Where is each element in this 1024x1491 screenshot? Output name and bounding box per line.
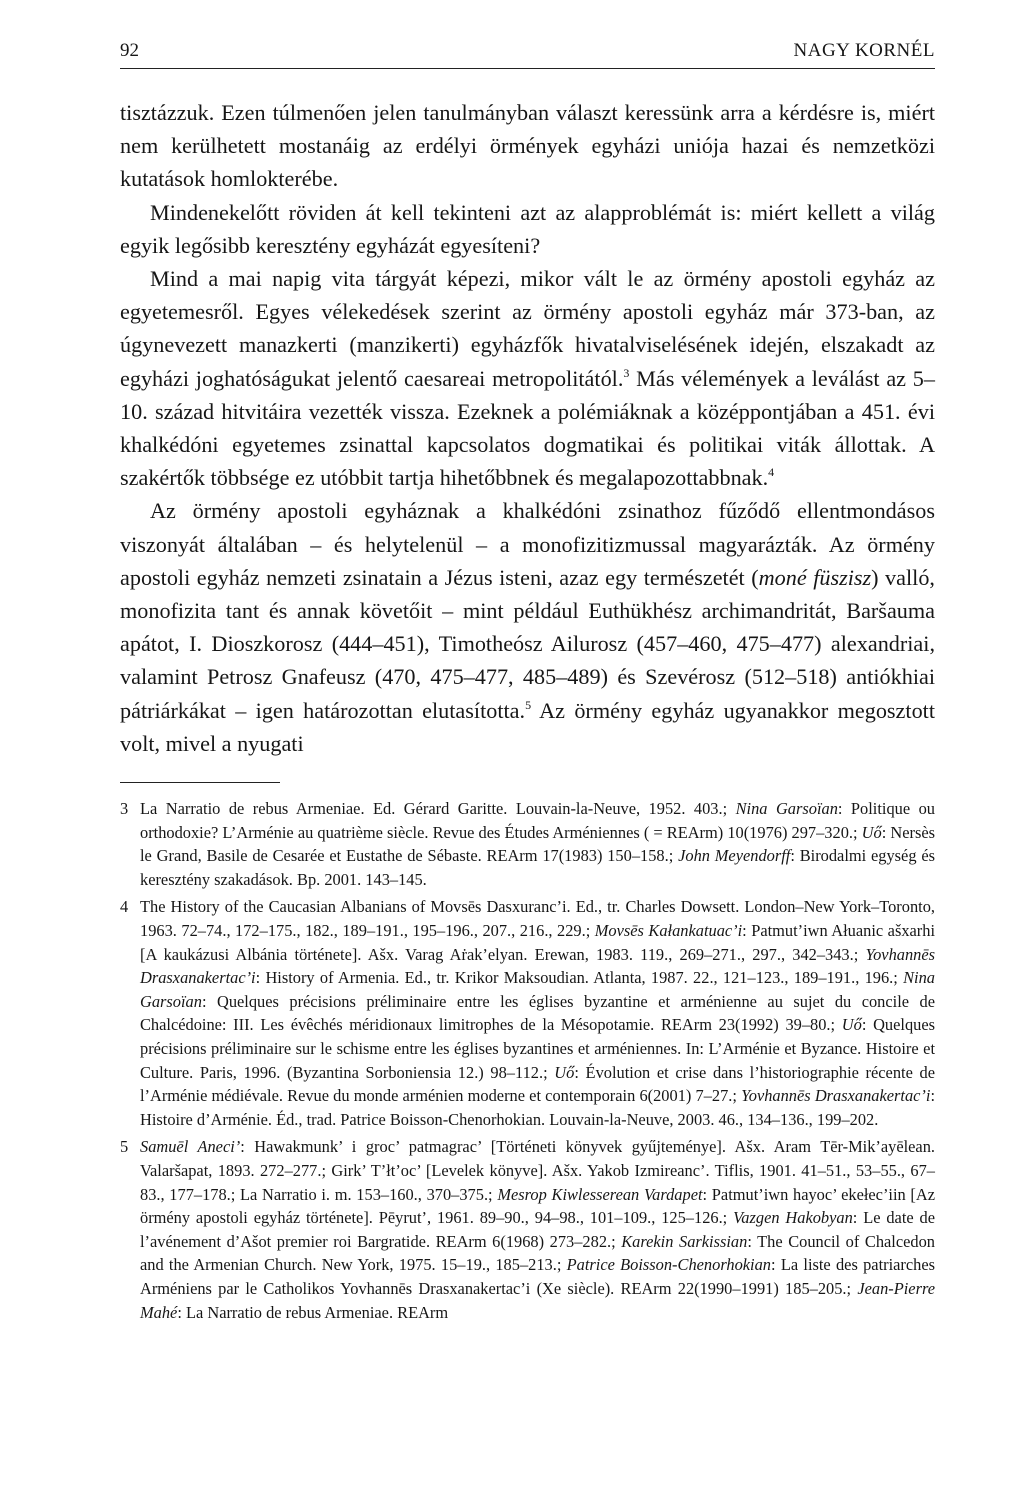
footnote-ref-3[interactable]: 3 bbox=[623, 365, 630, 380]
paragraph-1: tisztázzuk. Ezen túlmenően jelen tanulmányban választ keressünk arra a kérdésre is, miért nem kerülhetett mostanáig az erdélyi örmények egyházi uniója hazai és nemzetközi kutatások homlokterébe. bbox=[120, 100, 935, 192]
footnote-number: 4 bbox=[120, 897, 129, 917]
footnote-text: La Narratio de rebus Armeniae. Ed. Gérard Garitte. Louvain-la-Neuve, 1952. 403.; Nina Garsoïan: Politique ou orthodoxie? L’Arménie au quatrième siècle. Revue des Études Arméniennes ( = REArm) 10(1976) 297–320.; Uő: Nersès le Grand, Basile de Cesarée et Eustathe de Sébaste. REArm 17(1983) 150–158.; John Meyendorff: Birodalmi egység és keresztény szakadások. Bp. 2001. 143–145. bbox=[140, 799, 936, 889]
footnote-5 bbox=[120, 1135, 935, 1324]
running-header bbox=[120, 40, 935, 69]
main-text bbox=[120, 96, 935, 760]
paragraph-4: Az örmény apostoli egyháznak a khalkédóni zsinathoz fűződő ellentmondásos viszonyát általában – és helytelenül – a monofizitizmussal magyarázták. Az örmény apostoli egyház nemzeti zsinatain a Jézus isteni, azaz egy természetét (moné füszisz) valló, monofizita tant és annak követőit – mint például Euthükhész archimandritát, Baršauma apátot, I. Dioszkorosz (444–451), Timotheósz Ailurosz (457–460, 475–477) alexandriai, valamint Petrosz Gnafeusz (470, 475–477, 485–489) és Szevérosz (512–518) antiókhiai pátriárkákat – igen határozottan elutasította.$^5$ Az örmény egyház ugyanakkor megosztott volt, mivel a nyugati bbox=[120, 498, 935, 756]
page-number: 92 bbox=[120, 40, 139, 61]
footnote-number: 5 bbox=[120, 1137, 129, 1157]
footnotes bbox=[120, 797, 935, 1324]
footnote-text: Samuēl Aneci’: Hawakmunk’ i groc’ patmagrac’ [Történeti könyvek gyűjteménye]. Ašx. Aram Tēr-Mik’ayēlean. Valaršapat, 1893. 272–277.; Girk’ T’łt’oc’ [Levelek könyve]. Ašx. Yakob Izmireanc’. Tiflis, 1901. 41–51., 53–55., 67–83., 177–178.; La Narratio i. m. 153–160., 370–375.; Mesrop Kiwlesserean Vardapet: Patmut’iwn hayoc’ ekełec’iin [Az örmény apostoli egyház története]. Pēyrut’, 1961. 89–90., 94–98., 101–109., 125–126.; Vazgen Hakobyan: Le date de l’avénement d’Ašot premier roi Bargratide. REArm 6(1968) 273–282.; Karekin Sarkissian: The Council of Chalcedon and the Armenian Church. New York, 1975. 15–19., 185–213.; Patrice Boisson-Chenorhokian: La liste des patriarches Arméniens par le Catholikos Yovhannēs Drasxanakertac’i (Xe siècle). REArm 22(1990–1991) 185–205.; Jean-Pierre Mahé: La Narratio de rebus Armeniae. REArm bbox=[140, 1137, 936, 1322]
footnote-separator bbox=[120, 782, 280, 783]
footnote-ref-5[interactable]: 5 bbox=[525, 697, 532, 712]
footnote-4 bbox=[120, 895, 935, 1131]
page bbox=[120, 40, 935, 1328]
footnote-3 bbox=[120, 797, 935, 891]
footnote-text: The History of the Caucasian Albanians of Movsēs Dasxuranc’i. Ed., tr. Charles Dowsett. London–New York–Toronto, 1963. 72–74., 172–175., 182., 189–191., 195–196., 207., 216., 229.; Movsēs Kałankatuac’i: Patmut’iwn Ałuanic ašxarhi [A kaukázusi Albánia története]. Ašx. Varag Aṙak’elyan. Erewan, 1983. 119., 269–271., 297., 342–343.; Yovhannēs Drasxanakertac’i: History of Armenia. Ed., tr. Krikor Maksoudian. Atlanta, 1987. 22., 121–123., 189–191., 196.; Nina Garsoïan: Quelques précisions préliminaire entre les églises byzantine et arménienne au sujet du concile de Chalcédoine: III. Les évêchés méridionaux limitrophes de la Mésopotamie. REArm 23(1992) 39–80.; Uő: Quelques précisions préliminaire sur le schisme entre les églises byzantines et arméniennes. In: L’Arménie et Byzance. Histoire et Culture. Paris, 1996. (Byzantina Sorboniensia 12.) 98–112.; Uő: Évolution et crise dans l’historiographie récente de l’Arménie médiévale. Revue du monde arménien moderne et contemporain 6(2001) 7–27.; Yovhannēs Drasxanakertac’i: Histoire d’Arménie. Éd., trad. Patrice Boisson-Chenorhokian. Louvain-la-Neuve, 2003. 46., 134–136., 199–202. bbox=[140, 897, 936, 1129]
footnote-ref-4[interactable]: 4 bbox=[768, 465, 775, 480]
paragraph-3: Mind a mai napig vita tárgyát képezi, mikor vált le az örmény apostoli egyház az egyetemesről. Egyes vélekedések szerint az örmény apostoli egyház már 373-ban, az úgynevezett manazkerti (manzikerti) egyházfők hivatalviselésének idején, elszakadt az egyházi joghatóságukat jelentő caesareai metropolitától.$^3$ Más vélemények a leválást az 5–10. század hitvitáira vezették vissza. Ezeknek a polémiáknak a középpontjában a 451. évi khalkédóni egyetemes zsinattal kapcsolatos dogmatikai és politikai viták állottak. A szakértők többsége ez utóbbit tartja hihetőbbnek és megalapozottabbnak.$^4$ bbox=[120, 266, 935, 491]
running-head-author: NAGY KORNÉL bbox=[793, 40, 935, 61]
footnote-number: 3 bbox=[120, 799, 129, 819]
paragraph-2: Mindenekelőtt röviden át kell tekinteni azt az alapproblémát is: miért kellett a világ egyik legősibb keresztény egyházát egyesíteni? bbox=[120, 199, 935, 258]
